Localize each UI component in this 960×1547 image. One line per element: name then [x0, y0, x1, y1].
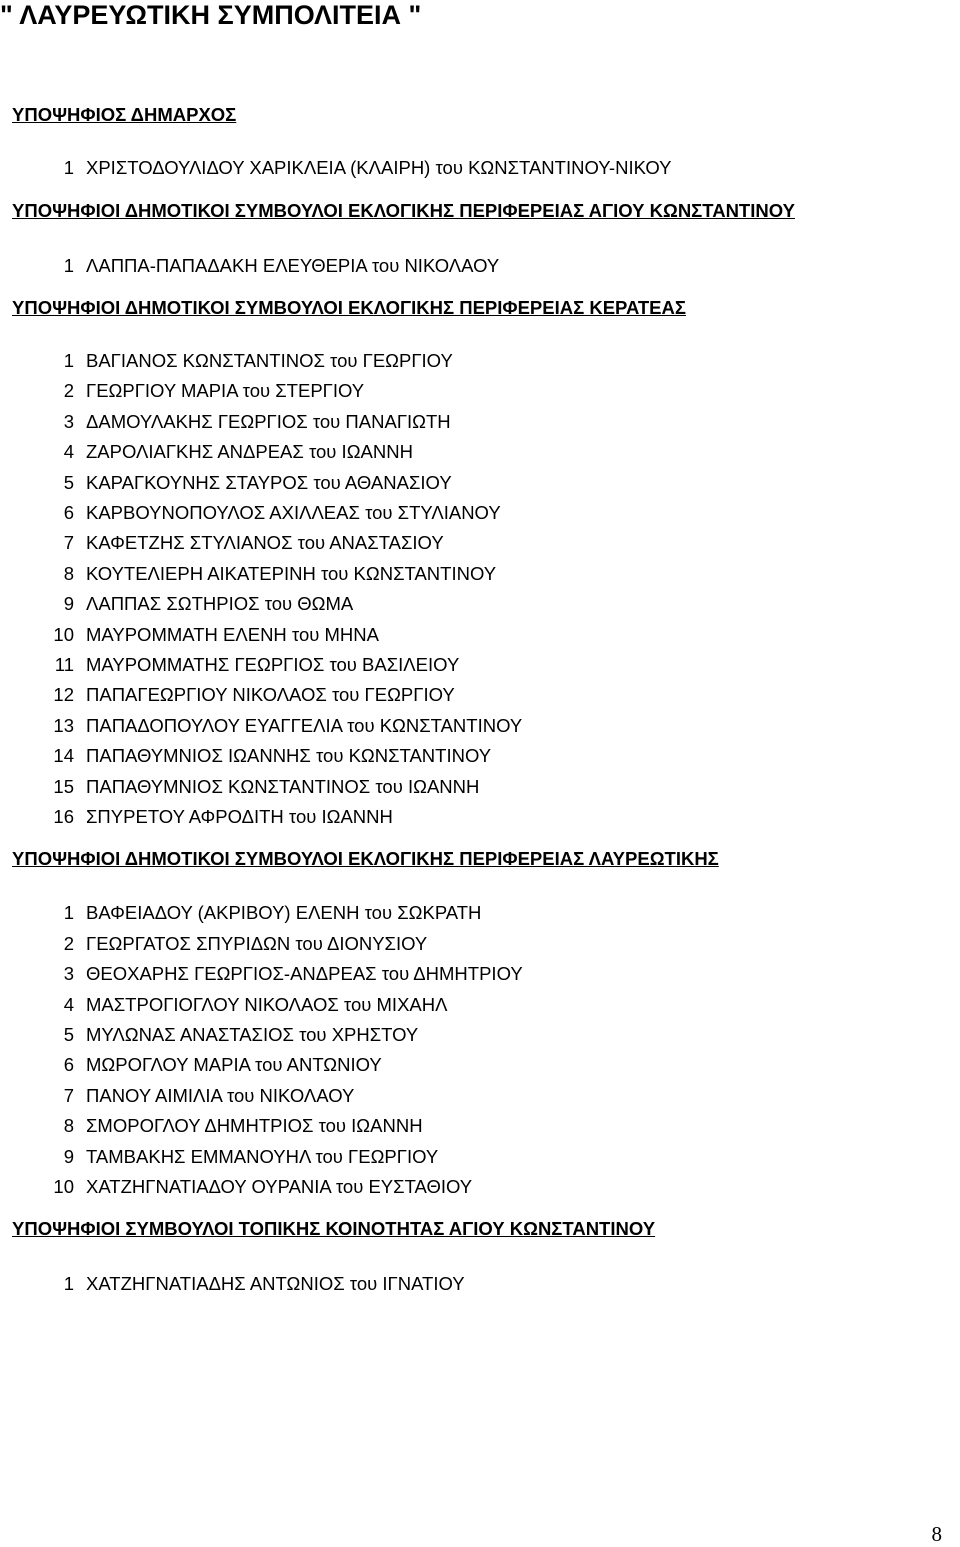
item-number: 2 [63, 933, 74, 954]
candidate-name: ΣΜΟΡΟΓΛΟΥ ΔΗΜΗΤΡΙΟΣ του ΙΩΑΝΝΗ [86, 1115, 423, 1136]
item-number: 15 [53, 776, 74, 797]
candidate-name: ΠΑΠΑΘΥΜΝΙΟΣ ΚΩΝΣΤΑΝΤΙΝΟΣ του ΙΩΑΝΝΗ [86, 776, 480, 797]
item-number: 7 [63, 532, 74, 553]
item-number: 1 [63, 350, 74, 371]
candidate-name: ΜΑΥΡΟΜΜΑΤΗΣ ΓΕΩΡΓΙΟΣ του ΒΑΣΙΛΕΙΟΥ [86, 654, 460, 675]
item-number: 9 [63, 593, 74, 614]
item-number: 5 [63, 1024, 74, 1045]
candidate-name: ΠΑΠΑΓΕΩΡΓΙΟΥ ΝΙΚΟΛΑΟΣ του ΓΕΩΡΓΙΟΥ [86, 684, 455, 705]
page-number: 8 [931, 1522, 942, 1546]
item-number: 10 [53, 624, 74, 645]
candidate-name: ΚΟΥΤΕΛΙΕΡΗ ΑΙΚΑΤΕΡΙΝΗ του ΚΩΝΣΤΑΝΤΙΝΟΥ [86, 563, 497, 584]
candidate-name: ΜΑΣΤΡΟΓΙΟΓΛΟΥ ΝΙΚΟΛΑΟΣ του ΜΙΧΑΗΛ [86, 994, 448, 1015]
candidate-name: ΛΑΠΠΑ-ΠΑΠΑΔΑΚΗ ΕΛΕΥΘΕΡΙΑ του ΝΙΚΟΛΑΟΥ [86, 255, 500, 276]
candidate-name: ΚΑΡΑΓΚΟΥΝΗΣ ΣΤΑΥΡΟΣ του ΑΘΑΝΑΣΙΟΥ [86, 472, 452, 493]
item-number: 1 [63, 157, 74, 178]
item-number: 10 [53, 1176, 74, 1197]
item-number: 1 [63, 902, 74, 923]
item-number: 1 [63, 1273, 74, 1294]
item-number: 3 [63, 411, 74, 432]
candidate-name: ΠΑΠΑΔΟΠΟΥΛΟΥ ΕΥΑΓΓΕΛΙΑ του ΚΩΝΣΤΑΝΤΙΝΟΥ [86, 715, 523, 736]
section-heading: ΥΠΟΨΗΦΙΟΙ ΔΗΜΟΤΙΚΟΙ ΣΥΜΒΟΥΛΟΙ ΕΚΛΟΓΙΚΗΣ ΠΕΡΙΦΕΡΕΙΑΣ ΑΓΙΟΥ ΚΩΝΣΤΑΝΤΙΝΟΥ [12, 200, 795, 221]
item-number: 12 [53, 684, 74, 705]
item-number: 4 [63, 994, 74, 1015]
item-number: 14 [53, 745, 74, 766]
item-number: 7 [63, 1085, 74, 1106]
candidate-name: ΚΑΡΒΟΥΝΟΠΟΥΛΟΣ ΑΧΙΛΛΕΑΣ του ΣΤΥΛΙΑΝΟΥ [86, 502, 501, 523]
candidate-name: ΓΕΩΡΓΑΤΟΣ ΣΠΥΡΙΔΩΝ του ΔΙΟΝΥΣΙΟΥ [86, 933, 428, 954]
item-number: 11 [54, 654, 74, 675]
item-number: 3 [63, 963, 74, 984]
section-heading: ΥΠΟΨΗΦΙΟΙ ΔΗΜΟΤΙΚΟΙ ΣΥΜΒΟΥΛΟΙ ΕΚΛΟΓΙΚΗΣ ΠΕΡΙΦΕΡΕΙΑΣ ΚΕΡΑΤΕΑΣ [12, 297, 686, 318]
item-number: 6 [63, 502, 74, 523]
item-number: 13 [53, 715, 74, 736]
candidate-name: ΤΑΜΒΑΚΗΣ ΕΜΜΑΝΟΥΗΛ του ΓΕΩΡΓΙΟΥ [86, 1146, 439, 1167]
item-number: 1 [63, 255, 74, 276]
item-number: 2 [63, 380, 74, 401]
item-number: 8 [63, 563, 74, 584]
candidate-name: ΧΑΤΖΗΓΝΑΤΙΑΔΗΣ ΑΝΤΩΝΙΟΣ του ΙΓΝΑΤΙΟΥ [86, 1273, 465, 1294]
document-title: " ΛΑΥΡΕΥΩΤΙΚΗ ΣΥΜΠΟΛΙΤΕΙΑ " [0, 0, 422, 30]
candidate-name: ΜΩΡΟΓΛΟΥ ΜΑΡΙΑ του ΑΝΤΩΝΙΟΥ [86, 1054, 382, 1075]
item-number: 8 [63, 1115, 74, 1136]
candidate-name: ΘΕΟΧΑΡΗΣ ΓΕΩΡΓΙΟΣ-ΑΝΔΡΕΑΣ του ΔΗΜΗΤΡΙΟΥ [86, 963, 523, 984]
candidate-name: ΒΑΓΙΑΝΟΣ ΚΩΝΣΤΑΝΤΙΝΟΣ του ΓΕΩΡΓΙΟΥ [86, 350, 453, 371]
candidate-name: ΔΑΜΟΥΛΑΚΗΣ ΓΕΩΡΓΙΟΣ του ΠΑΝΑΓΙΩΤΗ [86, 411, 451, 432]
candidate-name: ΚΑΦΕΤΖΗΣ ΣΤΥΛΙΑΝΟΣ του ΑΝΑΣΤΑΣΙΟΥ [86, 532, 444, 553]
candidate-name: ΜΑΥΡΟΜΜΑΤΗ ΕΛΕΝΗ του ΜΗΝΑ [86, 624, 379, 645]
section-heading: ΥΠΟΨΗΦΙΟΙ ΣΥΜΒΟΥΛΟΙ ΤΟΠΙΚΗΣ ΚΟΙΝΟΤΗΤΑΣ ΑΓΙΟΥ ΚΩΝΣΤΑΝΤΙΝΟΥ [12, 1218, 656, 1239]
candidate-name: ΠΑΠΑΘΥΜΝΙΟΣ ΙΩΑΝΝΗΣ του ΚΩΝΣΤΑΝΤΙΝΟΥ [86, 745, 492, 766]
candidate-name: ΣΠΥΡΕΤΟΥ ΑΦΡΟΔΙΤΗ του ΙΩΑΝΝΗ [86, 806, 393, 827]
item-number: 6 [63, 1054, 74, 1075]
section-heading: ΥΠΟΨΗΦΙΟΙ ΔΗΜΟΤΙΚΟΙ ΣΥΜΒΟΥΛΟΙ ΕΚΛΟΓΙΚΗΣ ΠΕΡΙΦΕΡΕΙΑΣ ΛΑΥΡΕΩΤΙΚΗΣ [12, 848, 719, 869]
section-heading: ΥΠΟΨΗΦΙΟΣ ΔΗΜΑΡΧΟΣ [12, 104, 237, 125]
item-number: 16 [53, 806, 74, 827]
item-number: 5 [63, 472, 74, 493]
candidate-name: ΖΑΡΟΛΙΑΓΚΗΣ ΑΝΔΡΕΑΣ του ΙΩΑΝΝΗ [86, 441, 413, 462]
candidate-name: ΠΑΝΟΥ ΑΙΜΙΛΙΑ του ΝΙΚΟΛΑΟΥ [86, 1085, 355, 1106]
candidate-name: ΧΡΙΣΤΟΔΟΥΛΙΔΟΥ ΧΑΡΙΚΛΕΙΑ (ΚΛΑΙΡΗ) του ΚΩΝΣΤΑΝΤΙΝΟΥ-ΝΙΚΟΥ [86, 157, 672, 178]
candidate-name: ΧΑΤΖΗΓΝΑΤΙΑΔΟΥ ΟΥΡΑΝΙΑ του ΕΥΣΤΑΘΙΟΥ [86, 1176, 473, 1197]
candidate-name: ΜΥΛΩΝΑΣ ΑΝΑΣΤΑΣΙΟΣ του ΧΡΗΣΤΟΥ [86, 1024, 419, 1045]
candidate-name: ΒΑΦΕΙΑΔΟΥ (ΑΚΡΙΒΟΥ) ΕΛΕΝΗ του ΣΩΚΡΑΤΗ [86, 902, 482, 923]
candidate-name: ΛΑΠΠΑΣ ΣΩΤΗΡΙΟΣ του ΘΩΜΑ [86, 593, 354, 614]
candidate-name: ΓΕΩΡΓΙΟΥ ΜΑΡΙΑ του ΣΤΕΡΓΙΟΥ [86, 380, 365, 401]
item-number: 4 [63, 441, 74, 462]
item-number: 9 [63, 1146, 74, 1167]
